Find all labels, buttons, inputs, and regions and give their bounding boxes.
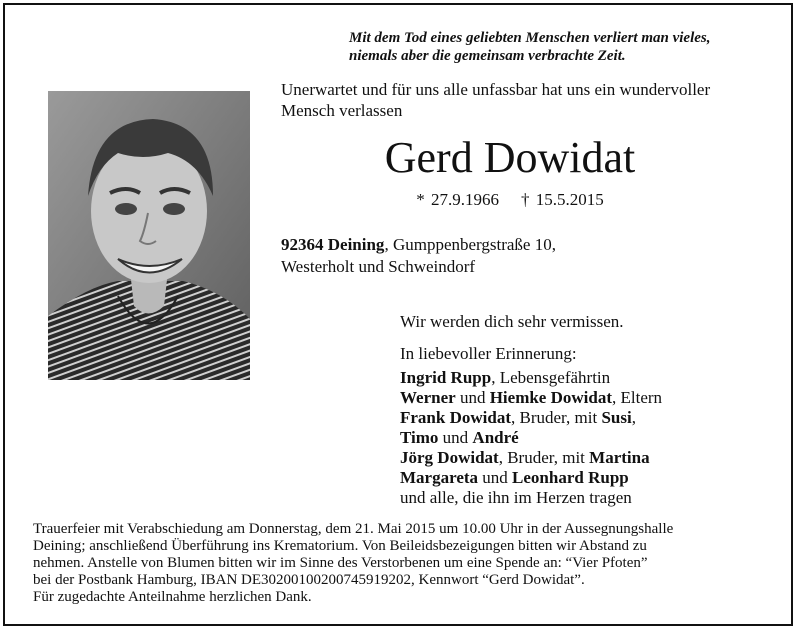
family-line (400, 368, 780, 388)
intro-line: Unerwartet und für uns alle unfassbar hat uns ein wundervoller (281, 80, 711, 99)
address-block (281, 234, 781, 278)
family-name: Ingrid Rupp (400, 368, 492, 387)
birth-date: * 27.9.1966 (416, 190, 499, 209)
footer-line: nehmen. Anstelle von Blumen bitten wir im Sinne des Verstorbenen um eine Spende an: “Vier Pfoten” (33, 555, 648, 571)
family-list (400, 368, 780, 508)
portrait-photo (48, 91, 250, 380)
memory-heading: In liebevoller Erinnerung: (400, 344, 577, 363)
quote-line: niemals aber die gemeinsam verbrachte Zeit. (349, 48, 626, 64)
funeral-details (33, 521, 783, 606)
family-line (400, 468, 780, 488)
family-line (400, 428, 780, 448)
family-name: André (472, 428, 519, 447)
footer-line: bei der Postbank Hamburg, IBAN DE30200100200745919202, Kennwort “Gerd Dowidat”. (33, 572, 585, 588)
life-dates (280, 189, 740, 211)
address-city: 92364 Deining (281, 235, 385, 254)
family-name: Timo (400, 428, 439, 447)
family-line (400, 408, 780, 428)
death-date: † 15.5.2015 (521, 190, 604, 209)
family-name: Martina (589, 448, 650, 467)
family-line (400, 388, 780, 408)
family-text: und (455, 388, 490, 407)
footer-line: Deining; anschließend Überführung ins Krematorium. Von Beileidsbezeigungen bitten wir Abstand zu (33, 538, 647, 554)
family-text: , Eltern (612, 388, 663, 407)
family-line (400, 448, 780, 468)
deceased-name: Gerd Dowidat (384, 133, 636, 182)
address-street: , Gumppenbergstraße 10, (384, 235, 556, 254)
family-text: und (438, 428, 473, 447)
memorial-quote (349, 29, 769, 65)
portrait-image (48, 91, 250, 380)
family-name: Leonhard Rupp (512, 468, 629, 487)
family-name: Hiemke Dowidat (489, 388, 612, 407)
footer-line: Für zugedachte Anteilnahme herzlichen Dank. (33, 589, 312, 605)
family-text: , Bruder, mit (510, 408, 602, 427)
family-text: , Bruder, mit (498, 448, 590, 467)
intro-text (281, 79, 781, 121)
address-line-2: Westerholt und Schweindorf (281, 257, 476, 276)
family-text: , (631, 408, 636, 427)
family-name: Jörg Dowidat (400, 448, 499, 467)
family-name: Werner (400, 388, 456, 407)
family-text: und (478, 468, 513, 487)
miss-text: Wir werden dich sehr vermissen. (400, 312, 624, 331)
family-name: Susi (601, 408, 632, 427)
family-text: , Lebensgefährtin (491, 368, 611, 387)
family-closing-line: und alle, die ihn im Herzen tragen (400, 488, 632, 507)
family-name: Frank Dowidat (400, 408, 511, 427)
family-name: Margareta (400, 468, 479, 487)
quote-line: Mit dem Tod eines geliebten Menschen verliert man vieles, (349, 30, 711, 46)
footer-line: Trauerfeier mit Verabschiedung am Donnerstag, dem 21. Mai 2015 um 10.00 Uhr in der Aussegnungshalle (33, 521, 674, 537)
intro-line: Mensch verlassen (281, 101, 403, 120)
